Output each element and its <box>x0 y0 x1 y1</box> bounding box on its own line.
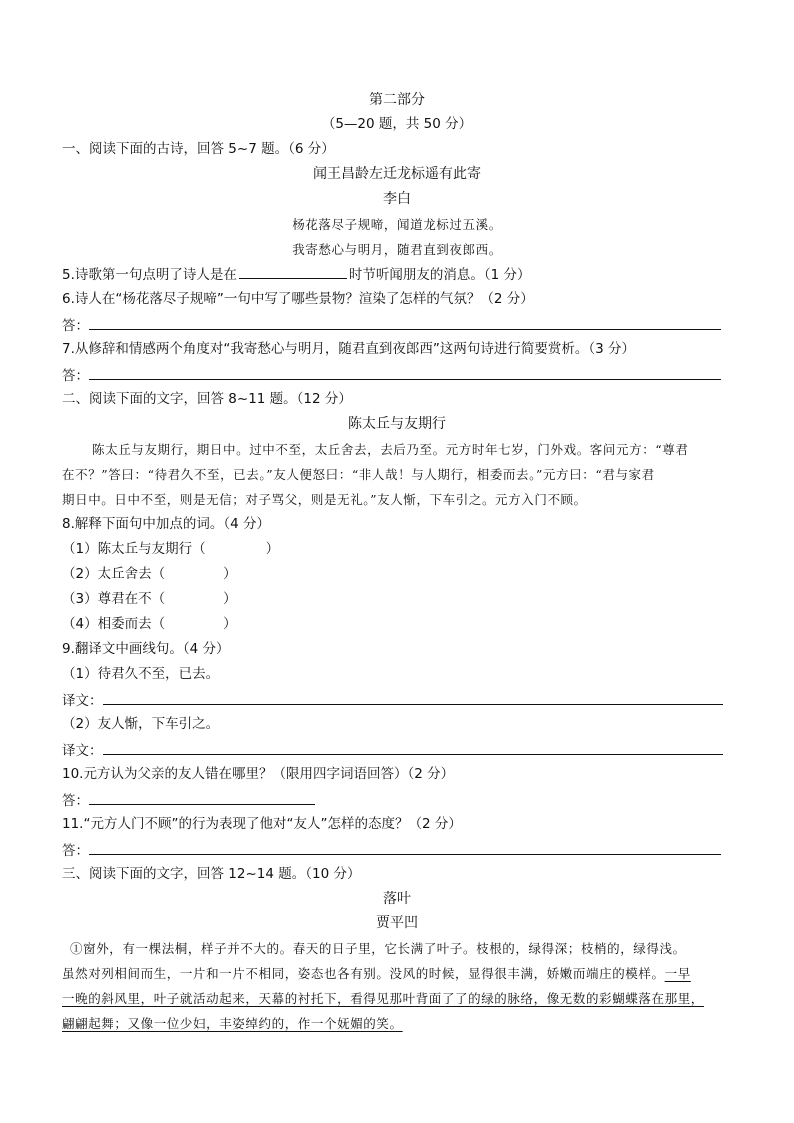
question-9: 9.翻译文中画线句。（4 分） <box>62 641 230 657</box>
q8-item-3 <box>62 589 237 609</box>
q9-item-1: （1）待君久不至，已去。 <box>62 666 220 682</box>
q8-item-2-close: ） <box>223 566 237 582</box>
q9-answer-label-2: 译文： <box>62 743 103 759</box>
q8-item-4-text: （4）相委而去（ <box>62 616 166 632</box>
q6-answer-line[interactable] <box>89 314 721 330</box>
passage3-title: 落叶 <box>383 891 411 907</box>
q8-item-4-close: ） <box>223 616 237 632</box>
q8-item-1-close: ） <box>265 541 280 557</box>
part-title: 第二部分 <box>369 92 425 108</box>
q8-item-1 <box>62 539 279 559</box>
passage3-line-2-text: 虽然对列相间而生，一片和一片不相同，姿态也各有别。没风的时候，显得很丰满，娇嫩而端庄的模样。 <box>62 966 665 981</box>
q8-item-1-text: （1）陈太丘与友期行（ <box>62 541 206 557</box>
passage3-line-1: ①窗外，有一棵法桐，样子并不大的。春天的日子里，它长满了叶子。枝根的，绿得深；枝梢的，绿得浅。 <box>70 941 686 956</box>
passage2-line-3: 期日中。日中不至，则是无信；对子骂父，则是无礼。”友人惭，下车引之。元方入门不顾。 <box>62 492 587 507</box>
q11-answer-row <box>62 839 721 861</box>
q9-answer-line-2[interactable] <box>103 739 723 755</box>
q8-item-2 <box>62 564 237 584</box>
q10-answer-line[interactable] <box>89 789 315 805</box>
q6-answer-label: 答： <box>62 318 89 334</box>
section3-heading: 三、阅读下面的文字，回答 12~14 题。（10 分） <box>62 866 361 882</box>
poem-title: 闻王昌龄左迁龙标遥有此寄 <box>313 166 481 182</box>
q7-answer-label: 答： <box>62 368 89 384</box>
question-11: 11.“元方人门不顾”的行为表现了他对“友人”怎样的态度？（2 分） <box>62 816 462 832</box>
passage3-line-4-underlined: 翩翩起舞；又像一位少妇，丰姿绰约的，作一个妩媚的笑。 <box>62 1016 403 1031</box>
q5-blank[interactable] <box>239 264 347 279</box>
poem-line-2: 我寄愁心与明月，随君直到夜郎西。 <box>292 242 502 257</box>
q9-answer-line-1[interactable] <box>103 689 723 705</box>
section2-heading: 二、阅读下面的文字，回答 8~11 题。（12 分） <box>62 391 352 407</box>
q7-answer-row <box>62 364 721 386</box>
passage2-line-2: 在不？”答曰：“待君久不至，已去。”友人便怒曰：“非人哉！与人期行，相委而去。”元方曰：“君与家君 <box>62 467 655 482</box>
passage3-author: 贾平凹 <box>376 915 418 931</box>
q9-answer-label-1: 译文： <box>62 693 103 709</box>
q9-answer-row-2 <box>62 739 723 761</box>
q8-item-4 <box>62 614 237 634</box>
passage3-line-3-underlined: 一晚的斜风里，叶子就活动起来，天幕的衬托下，看得见那叶背面了了的绿的脉络，像无数的彩蝴蝶落在那里， <box>62 991 704 1006</box>
q9-answer-row-1 <box>62 689 723 711</box>
question-7: 7.从修辞和情感两个角度对“我寄愁心与明月，随君直到夜郎西”这两句诗进行简要赏析。（3 分） <box>62 341 635 357</box>
poem-line-1: 杨花落尽子规啼，闻道龙标过五溪。 <box>292 217 502 232</box>
q5-text-before: 5.诗歌第一句点明了诗人是在 <box>62 267 237 283</box>
question-8: 8.解释下面句中加点的词。（4 分） <box>62 516 271 532</box>
q9-item-2: （2）友人惭，下车引之。 <box>62 716 220 732</box>
q6-answer-row <box>62 314 721 336</box>
q11-answer-line[interactable] <box>89 839 721 855</box>
question-6: 6.诗人在“杨花落尽子规啼”一句中写了哪些景物？渲染了怎样的气氛？（2 分） <box>62 291 534 307</box>
q5-text-after: 时节听闻朋友的消息。（1 分） <box>348 267 531 283</box>
q8-item-3-text: （3）尊君在不（ <box>62 591 166 607</box>
q7-answer-line[interactable] <box>89 364 721 380</box>
question-10: 10.元方认为父亲的友人错在哪里？（限用四字词语回答）（2 分） <box>62 766 455 782</box>
passage3-line-2 <box>62 964 691 984</box>
q11-answer-label: 答： <box>62 843 89 859</box>
q8-item-3-close: ） <box>223 591 237 607</box>
q8-item-2-text: （2）太丘舍去（ <box>62 566 166 582</box>
part-subtitle: （5—20 题，共 50 分） <box>321 116 473 132</box>
poem-author: 李白 <box>383 191 411 207</box>
q10-answer-row <box>62 789 315 811</box>
section1-heading: 一、阅读下面的古诗，回答 5~7 题。（6 分） <box>62 141 335 157</box>
passage2-title: 陈太丘与友期行 <box>348 416 446 432</box>
passage2-line-1: 陈太丘与友期行，期日中。过中不至，太丘舍去，去后乃至。元方时年七岁，门外戏。客问元方：“尊君 <box>92 442 689 457</box>
question-5 <box>62 264 531 285</box>
q10-answer-label: 答： <box>62 793 89 809</box>
passage3-underlined-start: 一早 <box>664 966 691 981</box>
